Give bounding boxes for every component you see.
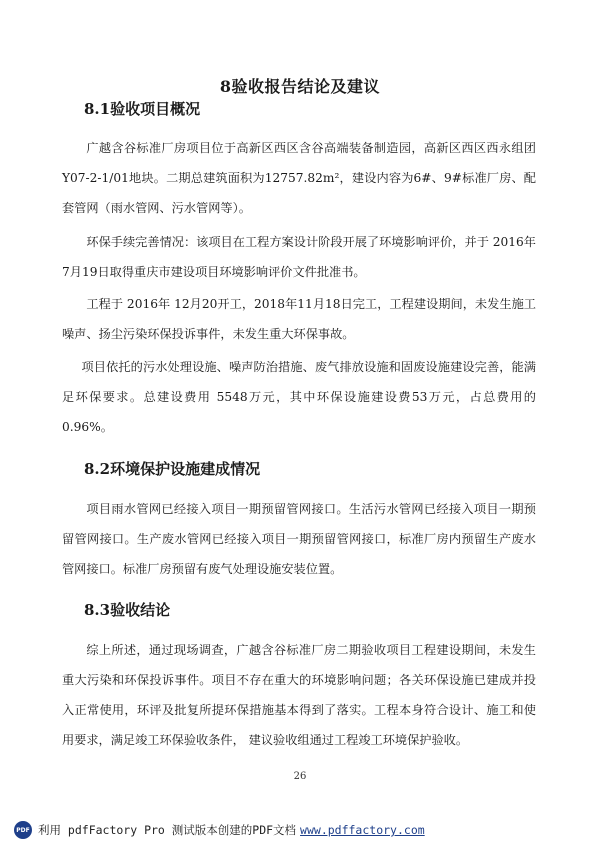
pdffactory-link[interactable]: www.pdffactory.com (300, 823, 425, 837)
chapter-title: 8验收报告结论及建议 (219, 77, 381, 96)
pdffactory-logo-icon: PDF (14, 821, 32, 839)
paragraph-acceptance-conclusion: 综上所述，通过现场调查，广越含谷标准厂房二期验收项目工程建设期间，未发生重大污染和环保投诉事件。项目不存在重大的环境影响问题；各关环保设施已建成并投入正常使用，环评及批复所提环保措施基本得到了落实。工程本身符合设计、施工和使用要求，满足竣工环保验收条件， 建议验收组通过工程竣工环境保护验收。 (62, 643, 536, 747)
section-title-8-1: 8.1验收项目概况 (84, 100, 201, 118)
page-number: 26 (293, 771, 307, 782)
pdf-watermark-footer (14, 820, 425, 840)
paragraph-project-location: 广越含谷标准厂房项目位于高新区西区含谷高端装备制造园，高新区西区西永组团Y07-2-1/01地块。二期总建筑面积为12757.82m²，建设内容为6#、9#标准厂房、配套管网（雨水管网、污水管网等）。 (62, 141, 536, 215)
section-title-8-2: 8.2环境保护设施建成情况 (84, 460, 261, 478)
paragraph-construction-period: 工程于 2016年 12月20开工，2018年11月18日完工，工程建设期间，未发生施工噪声、扬尘污染环保投诉事件，未发生重大环保事故。 (62, 297, 536, 341)
paragraph-environmental-investment: 项目依托的污水处理设施、噪声防治措施、废气排放设施和固废设施建设完善，能满足环保要求。总建设费用 5548万元，其中环保设施建设费53万元，占总费用的0.96%。 (62, 360, 536, 434)
footer-prefix-text: 利用 pdfFactory Pro 测试版本创建的PDF文档 (38, 823, 297, 837)
paragraph-environmental-procedures: 环保手续完善情况：该项目在工程方案设计阶段开展了环境影响评价，并于 2016年 7月19日取得重庆市建设项目环境影响评价文件批准书。 (62, 235, 536, 279)
section-title-8-3: 8.3验收结论 (84, 601, 171, 619)
paragraph-facility-status: 项目雨水管网已经接入项目一期预留管网接口。生活污水管网已经接入项目一期预留管网接口。生产废水管网已经接入项目一期预留管网接口，标准厂房内预留生产废水管网接口。标准厂房预留有废气处理设施安装位置。 (62, 502, 536, 576)
